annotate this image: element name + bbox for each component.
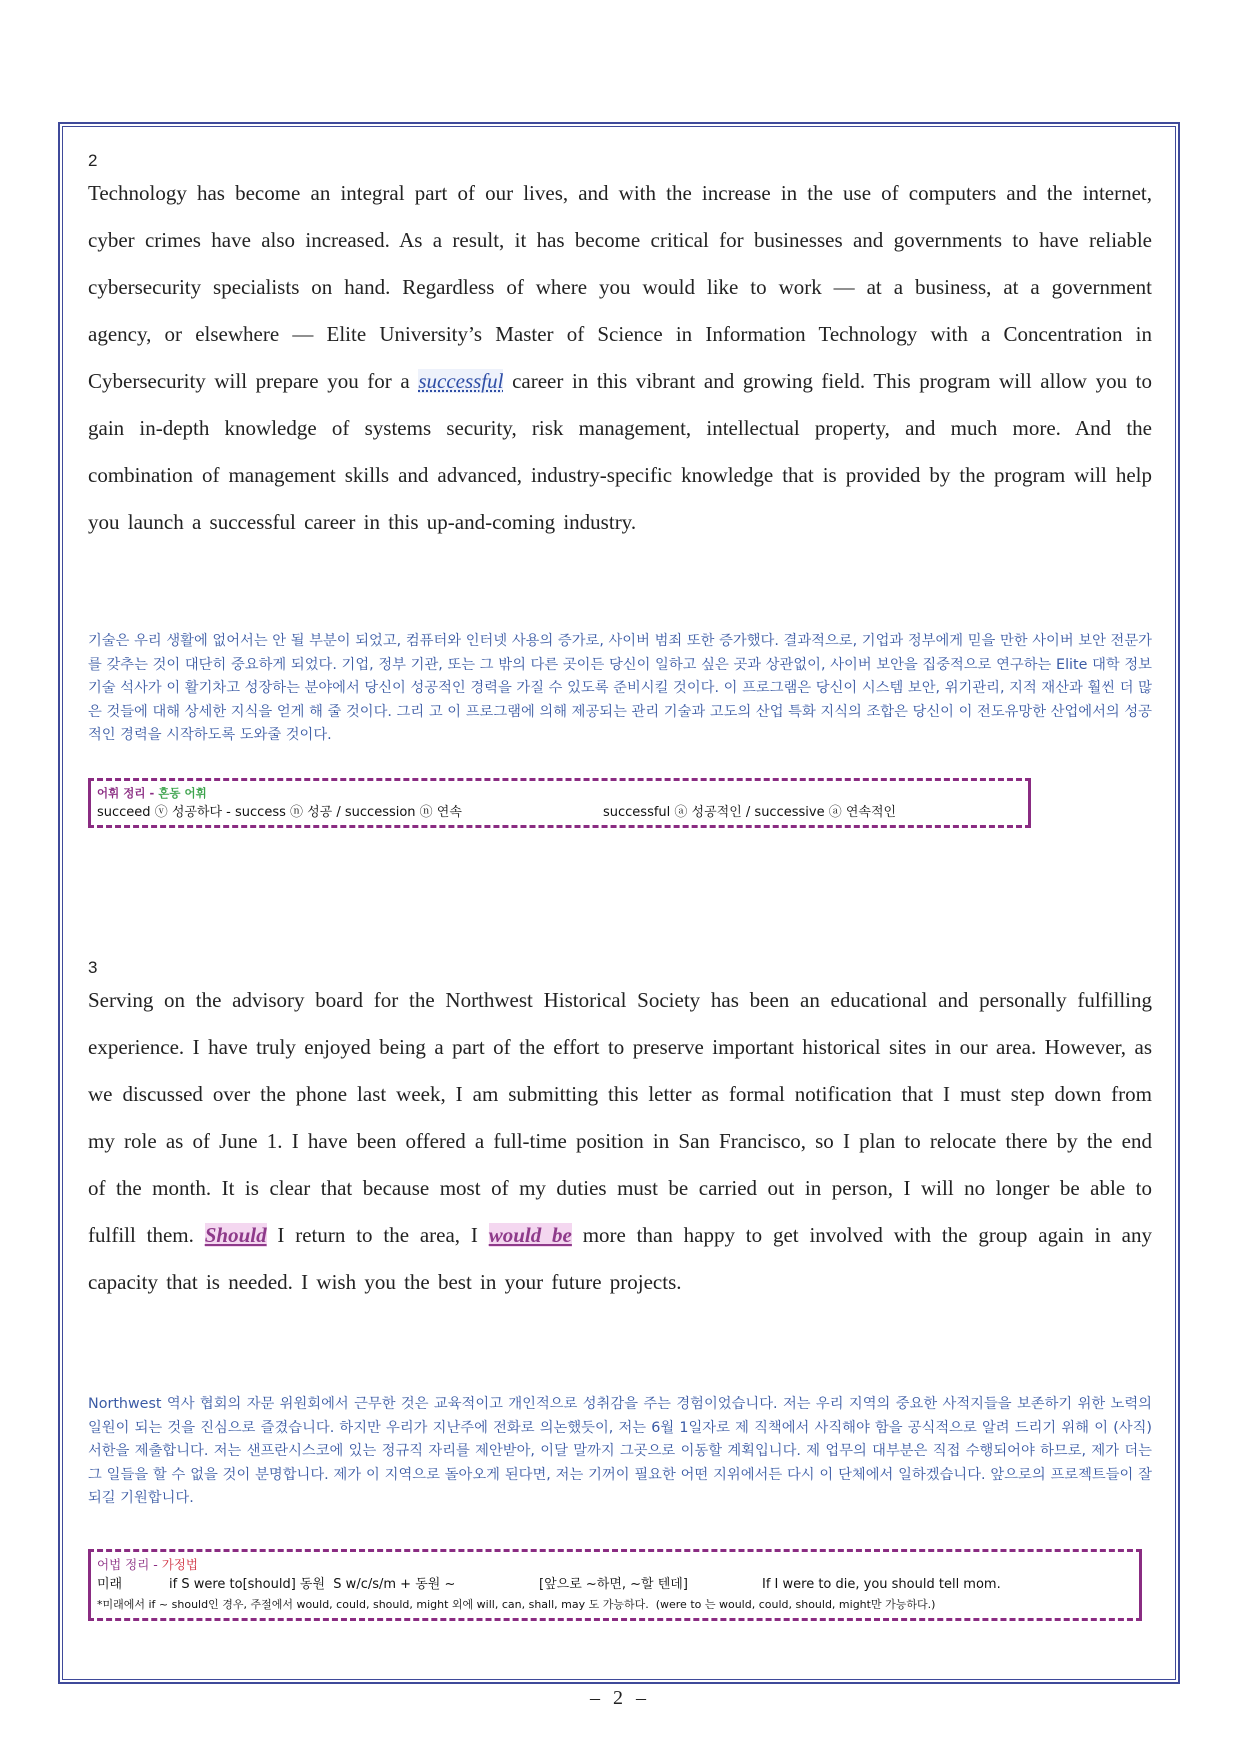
page-number: – 2 – [590, 1687, 650, 1709]
highlight-would-be: would be [488, 1223, 572, 1247]
vocab-box-title: 어휘 정리 - 혼동 어휘 [97, 786, 207, 800]
grammar-row-example: If I were to die, you should tell mom. [762, 1577, 1001, 1592]
vocab-line-left: succeed ⓥ 성공하다 - success ⓝ 성공 / succession ⓝ 연속 [97, 805, 462, 820]
grammar-box-note: *미래에서 if ~ should인 경우, 주절에서 would, could, should, might 외에 will, can, shall, may 도 가능하다. (were to 는 would, could, should, might만 가능하다.) [97, 1598, 936, 1611]
vocab-box-line [97, 802, 1022, 824]
passage-2-text-after: career in this vibrant and growing field. This program will allow you to gain in-depth knowledge of systems security, risk management, intellectual property, and much more. And the combination of management skills and advanced, industry-specific knowledge that is provided by the program will help you launch a successful career in this up-and-coming industry. [88, 369, 1152, 534]
vocab-box [88, 778, 1031, 828]
passage-2-text-before: Technology has become an integral part of our lives, and with the increase in the use of computers and the internet, cyber crimes have also increased. As a result, it has become critical for businesses and governments to have reliable cybersecurity specialists on hand. Regardless of where you would like to work — at a business, at a government agency, or elsewhere — Elite University’s Master of Science in Information Technology with a Concentration in Cybersecurity will prepare you for a [88, 181, 1152, 393]
grammar-box [88, 1549, 1142, 1621]
vocab-line-right: successful ⓐ 성공적인 / successive ⓐ 연속적인 [603, 805, 897, 820]
passage-3 [88, 977, 1152, 1306]
grammar-box-row [97, 1574, 1133, 1596]
passage-3-text-before: Serving on the advisory board for the Northwest Historical Society has been an educational and personally fulfilling experience. I have truly enjoyed being a part of the effort to preserve important historical sites in our area. However, as we discussed over the phone last week, I am submitting this letter as formal notification that I must step down from my role as of June 1. I have been offered a full-time position in San Francisco, so I plan to relocate there by the end of the month. It is clear that because most of my duties must be carried out in person, I will no longer be able to fulfill them. [88, 988, 1152, 1247]
question-number-2: 2 [88, 151, 98, 170]
highlight-should: Should [204, 1223, 267, 1247]
grammar-row-label: 미래 [97, 1577, 123, 1592]
grammar-box-title: 어법 정리 - 가정법 [97, 1557, 198, 1572]
highlight-successful: successful [418, 369, 504, 393]
translation-3: Northwest 역사 협회의 자문 위원회에서 근무한 것은 교육적이고 개인적으로 성취감을 주는 경험이었습니다. 저는 우리 지역의 중요한 사적지들을 보존하기 위한 노력의 일원이 되는 것을 진심으로 즐겼습니다. 하지만 우리가 지난주에 전화로 의논했듯이, 저는 6월 1일자로 제 직책에서 사직해야 함을 공식적으로 알려 드리기 위해 이 (사직) 서한을 제출합니다. 저는 샌프란시스코에 있는 정규직 자리를 제안받아, 이달 말까지 그곳으로 이동할 계획입니다. 제 업무의 대부분은 직접 수행되어야 하므로, 제가 더는 그 일들을 할 수 없을 것이 분명합니다. 제가 이 지역으로 돌아오게 된다면, 저는 기꺼이 필요한 어떤 지위에서든 다시 이 단체에서 일하겠습니다. 앞으로의 프로젝트들이 잘 되길 기원합니다. [88, 1396, 1152, 1506]
grammar-row-formula: if S were to[should] 동원 S w/c/s/m + 동원 ~ [169, 1577, 456, 1592]
question-number-3: 3 [88, 958, 98, 977]
passage-3-text-after: more than happy to get involved with the group again in any capacity that is needed. I wish you the best in your future projects. [88, 1223, 1152, 1294]
passage-2 [88, 170, 1152, 546]
translation-2: 기술은 우리 생활에 없어서는 안 될 부분이 되었고, 컴퓨터와 인터넷 사용의 증가로, 사이버 범죄 또한 증가했다. 결과적으로, 기업과 정부에게 믿을 만한 사이버 보안 전문가를 갖추는 것이 대단히 중요하게 되었다. 기업, 정부 기관, 또는 그 밖의 다른 곳이든 당신이 일하고 싶은 곳과 상관없이, 사이버 보안을 집중적으로 연구하는 Elite 대학 정보기술 석사가 이 활기차고 성장하는 분야에서 당신이 성공적인 경력을 가질 수 있도록 준비시킬 것이다. 이 프로그램은 당신이 시스템 보안, 위기관리, 지적 재산과 훨씬 더 많은 것들에 대해 상세한 지식을 얻게 해 줄 것이다. 그리 고 이 프로그램에 의해 제공되는 관리 기술과 고도의 산업 특화 지식의 조합은 당신이 이 전도유망한 산업에서의 성공적인 경력을 시작하도록 도와줄 것이다. [88, 633, 1152, 743]
grammar-row-meaning: [앞으로 ~하면, ~할 텐데] [539, 1577, 688, 1592]
passage-3-text-mid: I return to the area, I [266, 1223, 489, 1247]
